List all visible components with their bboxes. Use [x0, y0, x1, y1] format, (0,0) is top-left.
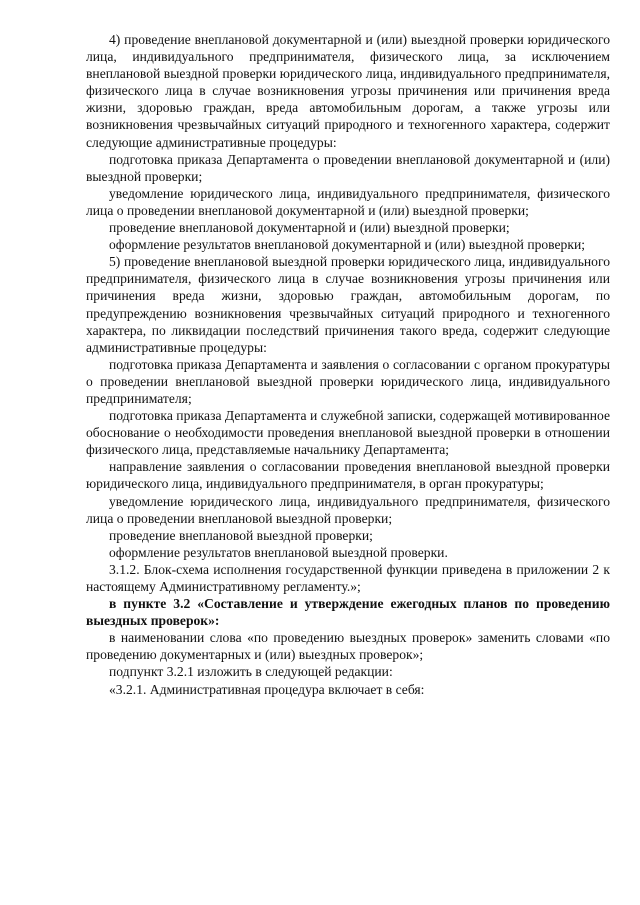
- paragraph-application-sending: направление заявления о согласовании проведения внеплановой выездной проверки юридического лица, индивидуального предпринимателя, в орган прокуратуры;: [86, 459, 610, 492]
- document-page: [86, 31, 610, 698]
- paragraph-results-registration: оформление результатов внеплановой документарной и (или) выездной проверки;: [109, 237, 586, 253]
- paragraph-notification: уведомление юридического лица, индивидуального предпринимателя, физического лица о проведении внеплановой документарной и (или) выездной проверки;: [86, 185, 610, 218]
- paragraph-order-preparation: подготовка приказа Департамента о проведении внеплановой документарной и (или) выездной проверки;: [86, 151, 610, 184]
- paragraph-notification-2: уведомление юридического лица, индивидуального предпринимателя, физического лица о проведении внеплановой выездной проверки;: [86, 493, 610, 526]
- paragraph-title-replacement: в наименовании слова «по проведению выездных проверок» заменить словами «по проведению документарных и (или) выездных проверок»;: [86, 630, 610, 663]
- paragraph-item-4: 4) проведение внеплановой документарной и (или) выездной проверки юридического лица, индивидуального предпринимателя, физического лица, за исключением внеплановой выездной проверки юридического лица, индивидуального предпринимателя, физического лица в случае возникновения угрозы причинения или причинения вреда жизни, здоровью граждан, вреда автомобильным дорогам, а также угрозы или возникновения чрезвычайных ситуаций природного и техногенного характера, содержит следующие административные процедуры:: [86, 32, 610, 150]
- paragraph-results-registration-2: оформление результатов внеплановой выездной проверки.: [109, 544, 448, 560]
- paragraph-subclause-restatement: подпункт 3.2.1 изложить в следующей редакции:: [109, 664, 393, 680]
- paragraph-conducting-inspection-2: проведение внеплановой выездной проверки;: [109, 527, 373, 543]
- paragraph-block-diagram: 3.1.2. Блок-схема исполнения государственной функции приведена в приложении 2 к настоящему Административному регламенту.»;: [86, 561, 610, 594]
- paragraph-subclause-3-2-1: «3.2.1. Административная процедура включает в себя:: [109, 681, 425, 697]
- paragraph-conducting-inspection: проведение внеплановой документарной и (или) выездной проверки;: [109, 220, 510, 236]
- paragraph-memo-preparation: подготовка приказа Департамента и служебной записки, содержащей мотивированное обоснование о необходимости проведения внеплановой выездной проверки в отношении физического лица, представляемые начальнику Департамента;: [86, 408, 610, 458]
- paragraph-section-3-2-heading: в пункте 3.2 «Составление и утверждение ежегодных планов по проведению выездных проверок»:: [86, 596, 610, 629]
- paragraph-prosecutor-application: подготовка приказа Департамента и заявления о согласовании с органом прокуратуры о проведении внеплановой выездной проверки юридического лица, индивидуального предпринимателя;: [86, 356, 610, 406]
- paragraph-item-5: 5) проведение внеплановой выездной проверки юридического лица, индивидуального предпринимателя, физического лица в случае возникновения угрозы причинения или причинения вреда жизни, здоровью граждан, автомобильным дорогам, по предупреждению возникновения чрезвычайных ситуаций природного и техногенного характера, по ликвидации последствий причинения такого вреда, содержит следующие административные процедуры:: [86, 254, 610, 355]
